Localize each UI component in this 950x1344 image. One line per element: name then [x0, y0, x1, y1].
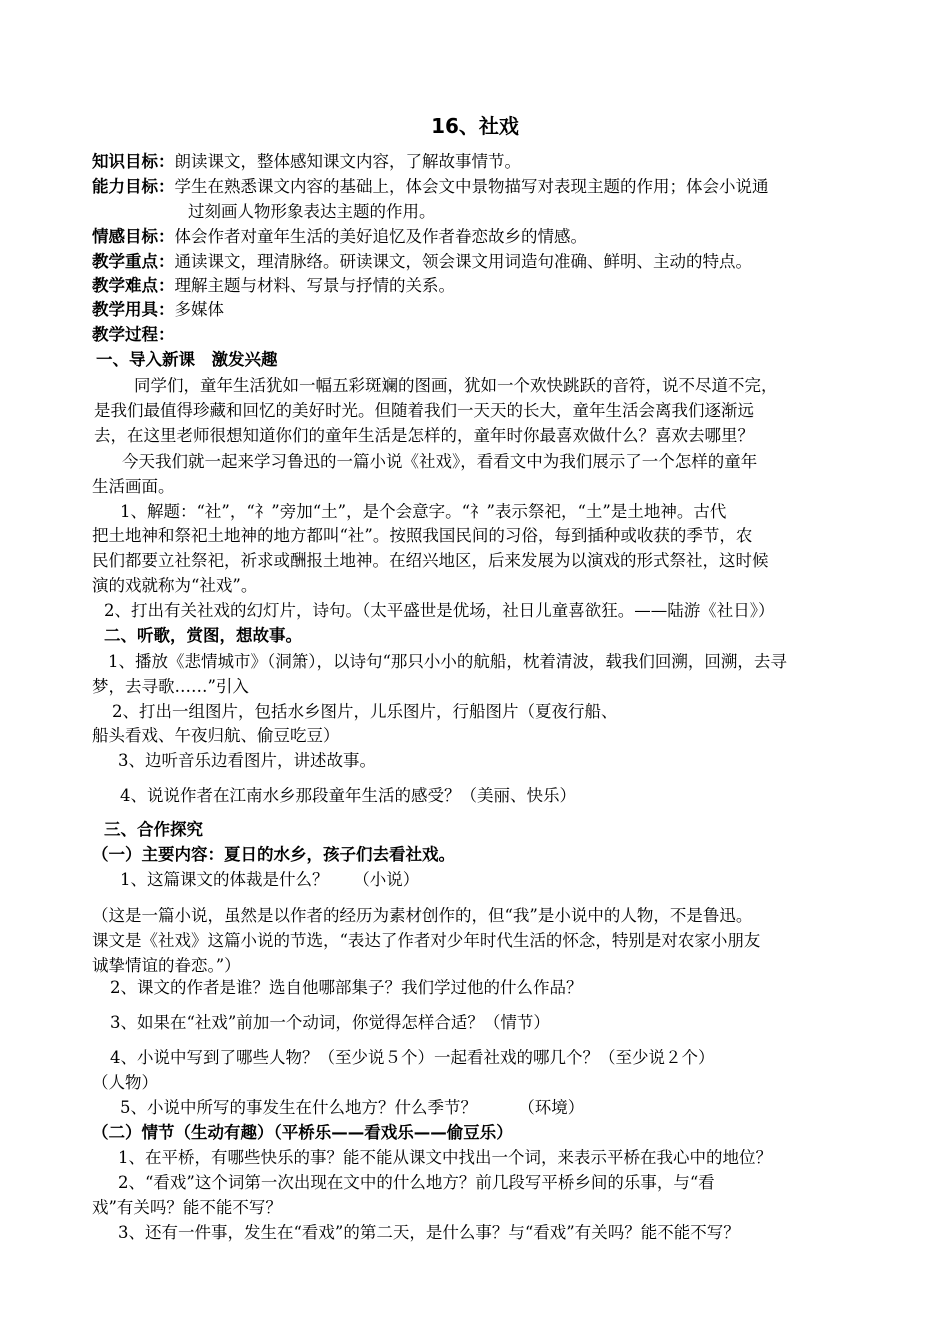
section-2-item-1-line-2: 梦，去寻歌……”引入 [92, 677, 249, 696]
emotion-objective [92, 225, 587, 249]
ability-text-line-2: 过刻画人物形象表达主题的作用。 [188, 202, 436, 221]
section-1-p3-line-4: 演的戏就称为“社戏”。 [92, 576, 258, 595]
ability-text-line-1: 学生在熟悉课文内容的基础上，体会文中景物描写对表现主题的作用；体会小说通 [174, 177, 769, 196]
section-2-item-3: 3、边听音乐边看图片，讲述故事。 [118, 751, 376, 770]
difficulty-text: 理解主题与材料、写景与抒情的关系。 [174, 276, 455, 295]
plot-question-2-line-1: 2、“看戏”这个词第一次出现在文中的什么地方？前几段写平桥乡间的乐事，与“看 [118, 1173, 715, 1192]
section-2-item-1-line-1: 1、播放《悲情城市》（洞箫），以诗句“那只小小的航船，枕着清波，载我们回溯，回溯，去寻 [108, 652, 787, 671]
section-3-sub-1: （一）主要内容：夏日的水乡，孩子们去看社戏。 [92, 845, 455, 864]
emotion-label: 情感目标： [92, 227, 175, 246]
knowledge-text: 朗读课文，整体感知课文内容，了解故事情节。 [174, 152, 521, 171]
section-2-heading: 二、听歌，赏图，想故事。 [104, 626, 302, 645]
page-title: 16、社戏 [431, 114, 519, 138]
question-4-line-2: （人物） [92, 1073, 158, 1092]
plot-question-3: 3、还有一件事，发生在“看戏”的第二天，是什么事？与“看戏”有关吗？能不能不写？ [118, 1223, 740, 1242]
question-5: 5、小说中所写的事发生在什么地方？什么季节？ （环境） [120, 1098, 585, 1117]
section-1-p1-line-2: 是我们最值得珍藏和回忆的美好时光。但随着我们一天天的长大，童年生活会离我们逐渐远 [94, 401, 754, 420]
question-1-answer-line-3: 诚挚情谊的眷恋。”） [92, 956, 241, 975]
question-1: 1、这篇课文的体裁是什么？ （小说） [120, 870, 420, 889]
question-3: 3、如果在“社戏”前加一个动词，你觉得怎样合适？（情节） [110, 1013, 550, 1032]
section-1-p3-line-3: 民们都要立社祭祀，祈求或酬报土地神。在绍兴地区，后来发展为以演戏的形式祭社，这时候 [92, 551, 769, 570]
section-1-p3-line-1: 1、解题：“社”，“礻”旁加“土”，是个会意字。“礻”表示祭祀，“土”是土地神。古代 [120, 502, 727, 521]
question-1-answer-line-1: （这是一篇小说，虽然是以作者的经历为素材创作的，但“我”是小说中的人物，不是鲁迅。 [92, 906, 753, 925]
knowledge-label: 知识目标： [92, 152, 175, 171]
teaching-difficulty [92, 274, 455, 298]
emotion-text: 体会作者对童年生活的美好追忆及作者眷恋故乡的情感。 [174, 227, 587, 246]
ability-label: 能力目标： [92, 177, 175, 196]
ability-objective [92, 175, 769, 199]
plot-question-1: 1、在平桥，有哪些快乐的事？能不能从课文中找出一个词，来表示平桥在我心中的地位？ [118, 1148, 772, 1167]
section-1-p4: 2、打出有关社戏的幻灯片，诗句。（太平盛世是优场，社日儿童喜欲狂。——陆游《社日》） [104, 601, 775, 620]
section-1-p2-line-2: 生活画面。 [92, 477, 175, 496]
teaching-key [92, 250, 752, 274]
question-1-answer-line-2: 课文是《社戏》这篇小说的节选，“表达了作者对少年时代生活的怀念，特别是对农家小朋友 [92, 931, 761, 950]
knowledge-objective [92, 150, 521, 174]
section-1-p1-line-1: 同学们，童年生活犹如一幅五彩斑斓的图画，犹如一个欢快跳跃的音符，说不尽道不完， [134, 376, 778, 395]
section-1-p3-line-2: 把土地神和祭祀土地神的地方都叫“社”。按照我国民间的习俗，每到插种或收获的季节，农 [92, 526, 753, 545]
section-2-item-2-line-1: 2、打出一组图片，包括水乡图片，儿乐图片，行船图片（夏夜行船、 [112, 702, 618, 721]
section-2-item-2-line-2: 船头看戏、午夜归航、偷豆吃豆） [92, 726, 340, 745]
section-3-sub-2: （二）情节（生动有趣）（平桥乐——看戏乐——偷豆乐） [92, 1123, 513, 1142]
section-2-item-4: 4、说说作者在江南水乡那段童年生活的感受？（美丽、快乐） [120, 786, 576, 805]
tools-text: 多媒体 [174, 300, 224, 319]
section-1-heading: 一、导入新课 激发兴趣 [96, 350, 278, 369]
key-label: 教学重点： [92, 252, 175, 271]
process-label: 教学过程： [92, 325, 175, 344]
difficulty-label: 教学难点： [92, 276, 175, 295]
key-text: 通读课文，理清脉络。研读课文，领会课文用词造句准确、鲜明、主动的特点。 [174, 252, 752, 271]
question-4-line-1: 4、小说中写到了哪些人物？（至少说５个）一起看社戏的哪几个？（至少说２个） [110, 1048, 715, 1067]
section-3-heading: 三、合作探究 [104, 820, 203, 839]
section-1-p2-line-1: 今天我们就一起来学习鲁迅的一篇小说《社戏》，看看文中为我们展示了一个怎样的童年 [122, 452, 758, 471]
teaching-tools [92, 298, 224, 322]
section-1-p1-line-3: 去，在这里老师很想知道你们的童年生活是怎样的，童年时你最喜欢做什么？喜欢去哪里？ [94, 426, 754, 445]
tools-label: 教学用具： [92, 300, 175, 319]
question-2: 2、课文的作者是谁？选自他哪部集子？我们学过他的什么作品？ [110, 978, 583, 997]
plot-question-2-line-2: 戏”有关吗？能不能不写？ [92, 1198, 282, 1217]
